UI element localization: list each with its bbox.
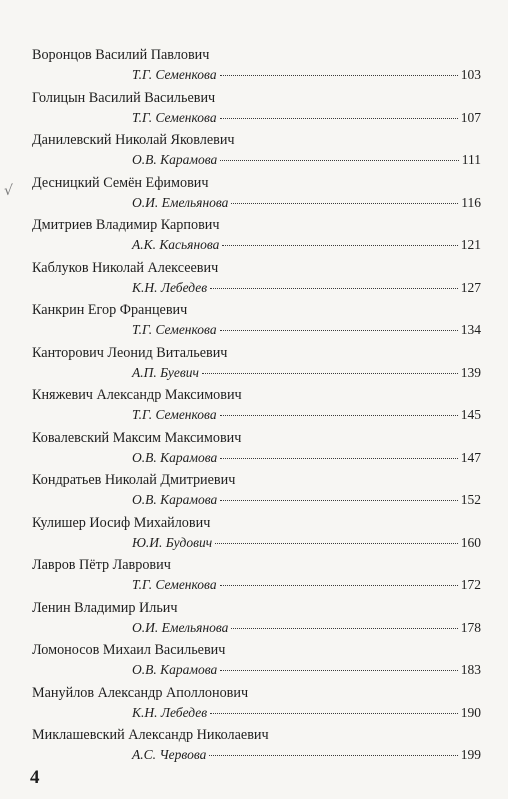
toc-entry-author: К.Н. Лебедев bbox=[132, 704, 208, 720]
toc-entry-title: Ковалевский Максим Максимович bbox=[32, 429, 242, 446]
dot-leader bbox=[220, 584, 458, 586]
dot-leader bbox=[231, 627, 457, 629]
toc-entry bbox=[0, 471, 508, 514]
toc-entry-title: Княжевич Александр Максимович bbox=[32, 387, 242, 403]
toc-entry-page: 183 bbox=[460, 662, 481, 677]
dot-leader bbox=[220, 669, 458, 671]
toc-entry-byline bbox=[132, 746, 481, 764]
page-number: 4 bbox=[30, 767, 40, 788]
table-of-contents bbox=[0, 46, 508, 769]
toc-entry-page: 107 bbox=[460, 109, 481, 125]
toc-entry-page: 134 bbox=[460, 322, 481, 337]
toc-entry-title: Дмитриев Владимир Карпович bbox=[32, 217, 220, 233]
toc-entry-page: 103 bbox=[460, 67, 481, 82]
dot-leader bbox=[220, 74, 458, 76]
toc-entry-author: О.В. Карамова bbox=[132, 152, 218, 167]
toc-entry-author: Т.Г. Семенкова bbox=[132, 407, 217, 422]
toc-entry-page: 111 bbox=[461, 152, 481, 167]
toc-entry bbox=[0, 216, 508, 259]
dot-leader bbox=[210, 287, 458, 289]
toc-entry-title: Ломоносов Михаил Васильевич bbox=[32, 642, 226, 658]
toc-entry-title: Голицын Василий Васильевич bbox=[32, 89, 216, 106]
toc-entry-byline bbox=[132, 619, 481, 637]
toc-entry-byline bbox=[132, 449, 481, 467]
toc-entry-byline bbox=[132, 576, 481, 594]
dot-leader bbox=[220, 329, 458, 331]
toc-entry-byline bbox=[132, 279, 481, 297]
toc-entry-author: О.В. Карамова bbox=[132, 662, 218, 677]
toc-entry-page: 178 bbox=[460, 619, 481, 635]
toc-entry-author: Ю.И. Будович bbox=[132, 534, 213, 550]
toc-entry-byline bbox=[132, 491, 481, 509]
toc-entry-page: 127 bbox=[460, 279, 481, 295]
dot-leader bbox=[222, 244, 457, 246]
toc-entry-author: Т.Г. Семенкова bbox=[132, 67, 217, 82]
toc-entry-author: А.П. Буевич bbox=[132, 364, 199, 380]
toc-entry bbox=[0, 429, 508, 472]
toc-entry-page: 199 bbox=[460, 747, 481, 762]
toc-entry bbox=[0, 89, 508, 132]
toc-entry-byline bbox=[132, 194, 481, 212]
toc-entry-byline bbox=[132, 66, 481, 84]
toc-entry-title: Десницкий Семён Ефимович bbox=[32, 174, 209, 191]
toc-entry bbox=[0, 514, 508, 557]
toc-entry-title: Канторович Леонид Витальевич bbox=[32, 344, 228, 361]
toc-entry-title: Канкрин Егор Францевич bbox=[32, 302, 188, 318]
toc-entry bbox=[0, 556, 508, 599]
toc-entry-page: 116 bbox=[461, 194, 481, 210]
dot-leader bbox=[215, 542, 458, 544]
toc-entry-byline bbox=[132, 661, 481, 679]
toc-entry-title: Кондратьев Николай Дмитриевич bbox=[32, 472, 236, 488]
toc-entry-page: 145 bbox=[460, 407, 481, 422]
toc-entry-byline bbox=[132, 406, 481, 424]
toc-entry-title: Данилевский Николай Яковлевич bbox=[32, 132, 235, 148]
toc-entry bbox=[0, 641, 508, 684]
toc-entry-author: Т.Г. Семенкова bbox=[132, 322, 217, 337]
toc-entry-author: О.И. Емельянова bbox=[132, 619, 229, 635]
toc-entry-author: О.В. Карамова bbox=[132, 449, 218, 465]
toc-entry-author: А.К. Касьянова bbox=[132, 237, 220, 252]
toc-entry-byline bbox=[132, 151, 481, 169]
toc-entry bbox=[0, 344, 508, 387]
toc-entry bbox=[0, 46, 508, 89]
dot-leader bbox=[209, 754, 457, 756]
toc-entry-page: 147 bbox=[460, 449, 481, 465]
toc-entry-byline bbox=[132, 704, 481, 722]
toc-entry-author: О.В. Карамова bbox=[132, 492, 218, 507]
toc-entry-author: Т.Г. Семенкова bbox=[132, 577, 217, 592]
toc-entry bbox=[0, 599, 508, 642]
toc-entry-title: Мануйлов Александр Аполлонович bbox=[32, 684, 249, 701]
toc-entry-page: 190 bbox=[460, 704, 481, 720]
toc-entry-author: А.С. Червова bbox=[132, 747, 207, 762]
toc-entry-title: Лавров Пётр Лаврович bbox=[32, 557, 171, 573]
toc-entry bbox=[0, 726, 508, 769]
toc-entry-byline bbox=[132, 321, 481, 339]
handwritten-check-mark: √ bbox=[4, 183, 13, 199]
toc-entry-page: 152 bbox=[460, 492, 481, 507]
toc-entry-byline bbox=[132, 364, 481, 382]
dot-leader bbox=[210, 712, 458, 714]
toc-entry-byline bbox=[132, 236, 481, 254]
dot-leader bbox=[220, 499, 458, 501]
toc-entry-page: 139 bbox=[460, 364, 481, 380]
toc-entry-page: 121 bbox=[460, 237, 481, 252]
toc-entry-page: 172 bbox=[460, 577, 481, 592]
dot-leader bbox=[220, 457, 458, 459]
toc-entry-title: Миклашевский Александр Николаевич bbox=[32, 727, 269, 743]
toc-entry-title: Кулишер Иосиф Михайлович bbox=[32, 514, 211, 531]
toc-entry bbox=[0, 174, 508, 217]
toc-entry-author: К.Н. Лебедев bbox=[132, 279, 208, 295]
toc-entry bbox=[0, 259, 508, 302]
toc-entry-author: О.И. Емельянова bbox=[132, 194, 229, 210]
toc-entry bbox=[0, 131, 508, 174]
dot-leader bbox=[220, 159, 459, 161]
toc-entry-author: Т.Г. Семенкова bbox=[132, 109, 217, 125]
toc-entry-title: Ленин Владимир Ильич bbox=[32, 599, 178, 616]
toc-entry bbox=[0, 386, 508, 429]
toc-entry-page: 160 bbox=[460, 534, 481, 550]
toc-entry bbox=[0, 301, 508, 344]
dot-leader bbox=[231, 202, 458, 204]
toc-entry-byline bbox=[132, 109, 481, 127]
dot-leader bbox=[220, 414, 458, 416]
dot-leader bbox=[202, 372, 458, 374]
dot-leader bbox=[220, 117, 458, 119]
toc-entry bbox=[0, 684, 508, 727]
toc-entry-byline bbox=[132, 534, 481, 552]
toc-entry-title: Воронцов Василий Павлович bbox=[32, 47, 210, 63]
toc-entry-title: Каблуков Николай Алексеевич bbox=[32, 259, 219, 276]
